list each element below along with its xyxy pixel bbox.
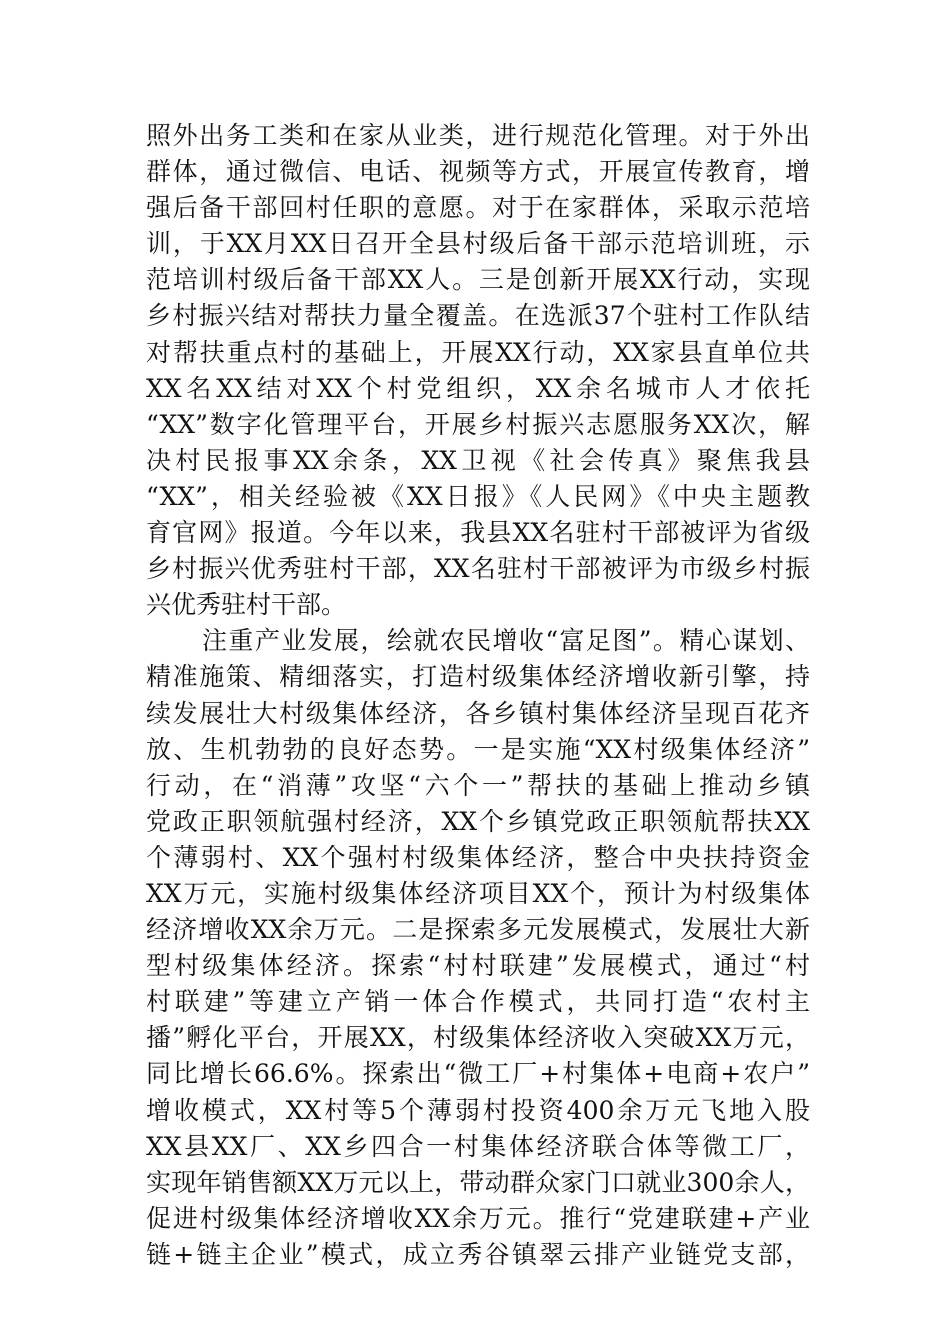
text-line: 促进村级集体经济增收XX余万元。推行“党建联建+产业 <box>146 1203 810 1233</box>
text-line: 链+链主企业”模式，成立秀谷镇翠云排产业链党支部， <box>146 1239 810 1269</box>
text-line: 播”孵化平台，开展XX，村级集体经济收入突破XX万元， <box>146 1023 810 1053</box>
text-line: 注重产业发展，绘就农民增收“富足图”。精心谋划、 <box>202 626 810 656</box>
text-line: 乡村振兴结对帮扶力量全覆盖。在选派37个驻村工作队结 <box>146 301 810 331</box>
text-line: 群体，通过微信、电话、视频等方式，开展宣传教育，增 <box>146 157 810 187</box>
text-line: 经济增收XX余万元。二是探索多元发展模式，发展壮大新 <box>146 915 810 945</box>
text-line: 个薄弱村、XX个强村村级集体经济，整合中央扶持资金 <box>146 842 810 872</box>
text-line: 续发展壮大村级集体经济，各乡镇村集体经济呈现百花齐 <box>146 698 810 728</box>
text-line: 乡村振兴优秀驻村干部，XX名驻村干部被评为市级乡村振 <box>146 554 810 584</box>
text-line: “XX”数字化管理平台，开展乡村振兴志愿服务XX次，解 <box>146 409 810 439</box>
text-line: XX万元，实施村级集体经济项目XX个，预计为村级集体 <box>146 878 810 908</box>
text-line: 对帮扶重点村的基础上，开展XX行动，XX家县直单位共 <box>146 337 810 367</box>
text-line: 训，于XX月XX日召开全县村级后备干部示范培训班，示 <box>146 229 810 259</box>
text-line: 强后备干部回村任职的意愿。对于在家群体，采取示范培 <box>146 193 810 223</box>
text-line: 放、生机勃勃的良好态势。一是实施“XX村级集体经济” <box>146 734 810 764</box>
text-line: 实现年销售额XX万元以上，带动群众家门口就业300余人， <box>146 1167 810 1197</box>
text-line: 同比增长66.6%。探索出“微工厂+村集体+电商+农户” <box>146 1059 810 1089</box>
text-line: 村联建”等建立产销一体合作模式，共同打造“农村主 <box>146 987 810 1017</box>
text-line: 决村民报事XX余条，XX卫视《社会传真》聚焦我县 <box>146 445 810 475</box>
text-line: 党政正职领航强村经济，XX个乡镇党政正职领航帮扶XX <box>146 806 810 836</box>
text-line: “XX”，相关经验被《XX日报》《人民网》《中央主题教 <box>146 481 810 511</box>
paragraph-village-cadres <box>146 118 810 623</box>
text-line: 增收模式，XX村等5个薄弱村投资400余万元飞地入股 <box>146 1095 810 1125</box>
document-body <box>146 118 810 1273</box>
text-line: 范培训村级后备干部XX人。三是创新开展XX行动，实现 <box>146 265 810 295</box>
text-line: XX县XX厂、XX乡四合一村集体经济联合体等微工厂， <box>146 1131 810 1161</box>
paragraph-industry-development <box>146 623 810 1273</box>
text-line: 型村级集体经济。探索“村村联建”发展模式，通过“村 <box>146 951 810 981</box>
text-line: XX名XX结对XX个村党组织，XX余名城市人才依托 <box>146 373 810 403</box>
text-line: 兴优秀驻村干部。 <box>146 590 347 620</box>
text-line: 精准施策、精细落实，打造村级集体经济增收新引擎，持 <box>146 662 810 692</box>
text-line: 照外出务工类和在家从业类，进行规范化管理。对于外出 <box>146 121 810 150</box>
text-line: 行动，在“消薄”攻坚“六个一”帮扶的基础上推动乡镇 <box>146 770 810 800</box>
text-line: 育官网》报道。今年以来，我县XX名驻村干部被评为省级 <box>146 518 810 548</box>
